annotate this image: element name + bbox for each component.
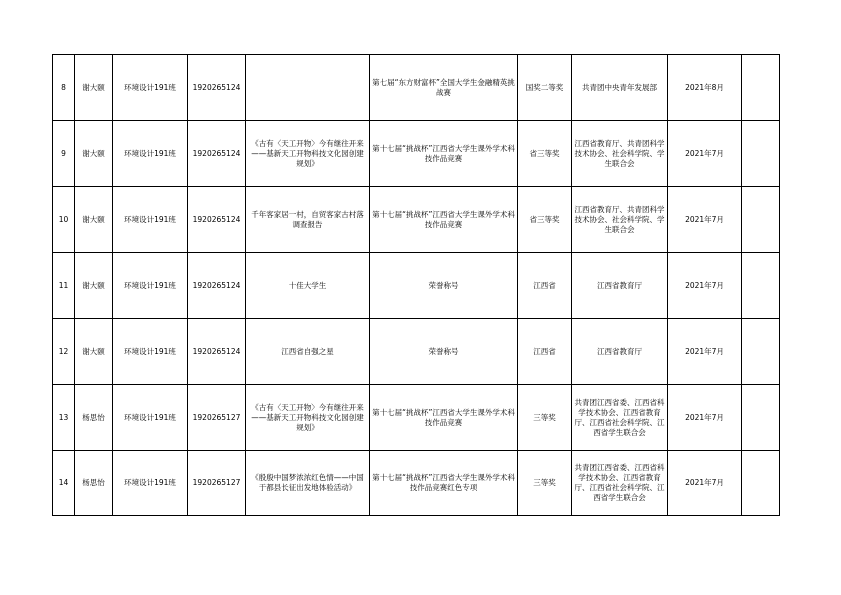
student-id: 1920265127 [188,385,246,451]
organizer: 江西省教育厅 [572,319,668,385]
organizer: 共青团中央青年发展部 [572,55,668,121]
table-row [53,253,780,319]
award-date: 2021年7月 [668,319,742,385]
class-name: 环境设计191班 [113,187,188,253]
row-number: 13 [53,385,75,451]
student-name: 杨思怡 [75,385,113,451]
class-name: 环境设计191班 [113,385,188,451]
row-number: 12 [53,319,75,385]
student-id: 1920265124 [188,55,246,121]
row-number: 14 [53,451,75,516]
student-id: 1920265124 [188,253,246,319]
student-name: 谢大颐 [75,253,113,319]
project-title: 《古有〈天工开物〉今有继往开来——基新天工开物科技文化园创建规划》 [246,121,370,187]
table-row [53,451,780,516]
project-title: 《古有〈天工开物〉今有继往开来——基新天工开物科技文化园创建规划》 [246,385,370,451]
table-row [53,187,780,253]
competition-name: 第十七届“挑战杯”江西省大学生课外学术科技作品竞赛红色专项 [370,451,518,516]
student-name: 杨思怡 [75,451,113,516]
class-name: 环境设计191班 [113,319,188,385]
award-date: 2021年8月 [668,55,742,121]
empty-cell [742,187,780,253]
row-number: 10 [53,187,75,253]
class-name: 环境设计191班 [113,55,188,121]
award-level: 三等奖 [518,451,572,516]
empty-cell [742,253,780,319]
project-title: 《殷殷中国梦浓浓红色情——中国于都县长征出发地体验活动》 [246,451,370,516]
student-id: 1920265124 [188,121,246,187]
empty-cell [742,55,780,121]
awards-table [52,54,780,516]
award-level: 三等奖 [518,385,572,451]
award-level: 江西省 [518,253,572,319]
organizer: 江西省教育厅 [572,253,668,319]
table-row [53,55,780,121]
empty-cell [742,121,780,187]
award-level: 江西省 [518,319,572,385]
project-title: 十佳大学生 [246,253,370,319]
empty-cell [742,319,780,385]
competition-name: 第十七届“挑战杯”江西省大学生课外学术科技作品竞赛 [370,187,518,253]
table-row [53,385,780,451]
student-name: 谢大颐 [75,121,113,187]
table-row [53,319,780,385]
project-title: 江西省自强之星 [246,319,370,385]
competition-name: 第十七届“挑战杯”江西省大学生课外学术科技作品竞赛 [370,121,518,187]
row-number: 9 [53,121,75,187]
competition-name: 第十七届“挑战杯”江西省大学生课外学术科技作品竞赛 [370,385,518,451]
project-title [246,55,370,121]
competition-name: 第七届“东方财富杯”全国大学生金融精英挑战赛 [370,55,518,121]
competition-name: 荣誉称号 [370,319,518,385]
empty-cell [742,451,780,516]
award-date: 2021年7月 [668,187,742,253]
student-name: 谢大颐 [75,319,113,385]
award-date: 2021年7月 [668,253,742,319]
awards-table-body [53,55,780,516]
class-name: 环境设计191班 [113,253,188,319]
student-id: 1920265124 [188,319,246,385]
student-id: 1920265127 [188,451,246,516]
class-name: 环境设计191班 [113,451,188,516]
organizer: 共青团江西省委、江西省科学技术协会、江西省教育厅、江西省社会科学院、江西省学生联合会 [572,385,668,451]
table-row [53,121,780,187]
row-number: 11 [53,253,75,319]
award-level: 国奖二等奖 [518,55,572,121]
competition-name: 荣誉称号 [370,253,518,319]
student-name: 谢大颐 [75,187,113,253]
award-date: 2021年7月 [668,385,742,451]
organizer: 江西省教育厅、共青团科学技术协会、社会科学院、学生联合会 [572,187,668,253]
student-id: 1920265124 [188,187,246,253]
class-name: 环境设计191班 [113,121,188,187]
empty-cell [742,385,780,451]
student-name: 谢大颐 [75,55,113,121]
award-level: 省三等奖 [518,121,572,187]
row-number: 8 [53,55,75,121]
award-date: 2021年7月 [668,121,742,187]
award-date: 2021年7月 [668,451,742,516]
organizer: 共青团江西省委、江西省科学技术协会、江西省教育厅、江西省社会科学院、江西省学生联合会 [572,451,668,516]
project-title: 千年客家居一村，自贸客家古村落调查报告 [246,187,370,253]
organizer: 江西省教育厅、共青团科学技术协会、社会科学院、学生联合会 [572,121,668,187]
award-level: 省三等奖 [518,187,572,253]
